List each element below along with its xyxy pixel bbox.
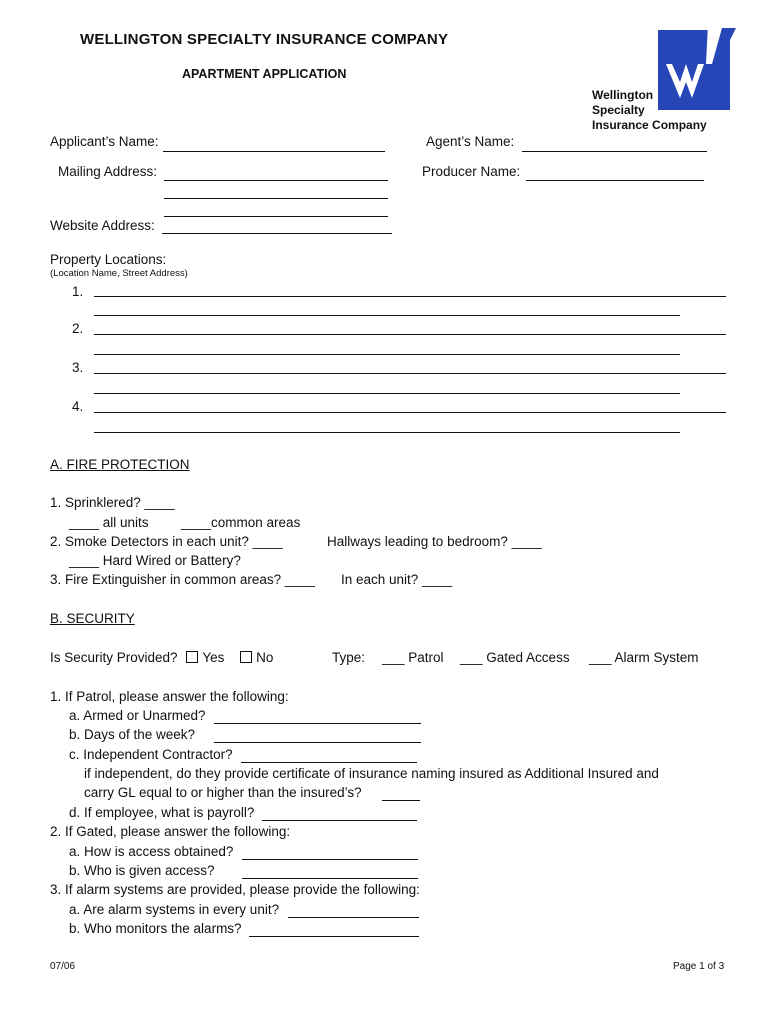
location-1-line-1[interactable] [94,296,726,297]
logo-name [592,88,707,133]
certificate-note-2: carry GL equal to or higher than the insured’s? [84,785,362,800]
agent-name-label: Agent’s Name: [426,134,515,149]
access-obtained-question: a. How is access obtained? [69,844,234,859]
sprinklered-all-units: ____ all units [69,515,149,530]
security-provided-row [50,650,273,665]
form-date: 07/06 [50,961,76,972]
location-3-line-1[interactable] [94,373,726,374]
days-question: b. Days of the week? [69,727,196,742]
security-heading: B. SECURITY [50,611,135,626]
location-2-line-1[interactable] [94,334,726,335]
days-field[interactable] [214,742,421,743]
agent-name-field[interactable] [522,151,707,152]
no-checkbox[interactable] [240,651,252,663]
hard-wired-question: ____ Hard Wired or Battery? [69,553,241,568]
access-obtained-field[interactable] [242,859,418,860]
sprinklered-question: 1. Sprinklered? ____ [50,495,175,510]
mailing-address-field-2[interactable] [164,198,388,199]
fire-extinguisher-question: 3. Fire Extinguisher in common areas? ____ [50,572,315,587]
property-locations-label: Property Locations: [50,252,167,267]
hallways-question: Hallways leading to bedroom? ____ [327,534,542,549]
logo-line: Specialty [592,103,645,117]
armed-question: a. Armed or Unarmed? [69,708,206,723]
type-patrol: ___ Patrol [382,650,444,665]
yes-checkbox[interactable] [186,651,198,663]
certificate-note-1: if independent, do they provide certificate of insurance naming insured as Additional Insured and [84,766,659,781]
logo-line: Wellington [592,88,654,102]
logo-line: Insurance Company [592,118,707,132]
company-title: WELLINGTON SPECIALTY INSURANCE COMPANY [80,31,449,48]
fire-protection-heading: A. FIRE PROTECTION [50,457,190,472]
alarm-monitor-field[interactable] [249,936,419,937]
website-address-field[interactable] [162,233,392,234]
yes-label: Yes [202,650,225,665]
location-number-3: 3. [72,360,84,375]
no-label: No [256,650,274,665]
alarm-question: 3. If alarm systems are provided, please provide the following: [50,882,420,897]
payroll-field[interactable] [262,820,417,821]
property-locations-hint: (Location Name, Street Address) [50,268,188,279]
armed-field[interactable] [214,723,421,724]
alarm-every-unit-question: a. Are alarm systems in every unit? [69,902,280,917]
contractor-question: c. Independent Contractor? [69,747,233,762]
mailing-address-field-1[interactable] [164,180,388,181]
location-1-line-2[interactable] [94,315,680,316]
security-provided-question: Is Security Provided? [50,650,178,665]
location-number-2: 2. [72,321,84,336]
security-type-label: Type: [332,650,366,665]
alarm-every-unit-field[interactable] [288,917,419,918]
given-access-field[interactable] [242,878,418,879]
type-gated-access: ___ Gated Access [460,650,570,665]
producer-name-field[interactable] [526,180,704,181]
certificate-field[interactable] [382,800,420,801]
page-number: Page 1 of 3 [673,961,725,972]
location-2-line-2[interactable] [94,354,680,355]
location-number-1: 1. [72,284,84,299]
sprinklered-common-areas: ____common areas [181,515,301,530]
smoke-detectors-question: 2. Smoke Detectors in each unit? ____ [50,534,283,549]
form-title: APARTMENT APPLICATION [182,67,347,81]
mailing-address-label: Mailing Address: [58,164,158,179]
extinguisher-each-unit-question: In each unit? ____ [341,572,453,587]
patrol-question: 1. If Patrol, please answer the following: [50,689,289,704]
contractor-field[interactable] [241,762,417,763]
website-address-label: Website Address: [50,218,155,233]
location-4-line-1[interactable] [94,412,726,413]
alarm-monitor-question: b. Who monitors the alarms? [69,921,242,936]
payroll-question: d. If employee, what is payroll? [69,805,255,820]
type-alarm-system: ___ Alarm System [589,650,699,665]
applicant-name-label: Applicant’s Name: [50,134,159,149]
location-3-line-2[interactable] [94,393,680,394]
given-access-question: b. Who is given access? [69,863,215,878]
applicant-name-field[interactable] [163,151,385,152]
mailing-address-field-3[interactable] [164,216,388,217]
location-number-4: 4. [72,399,84,414]
location-4-line-2[interactable] [94,432,680,433]
producer-name-label: Producer Name: [422,164,521,179]
gated-question: 2. If Gated, please answer the following: [50,824,291,839]
